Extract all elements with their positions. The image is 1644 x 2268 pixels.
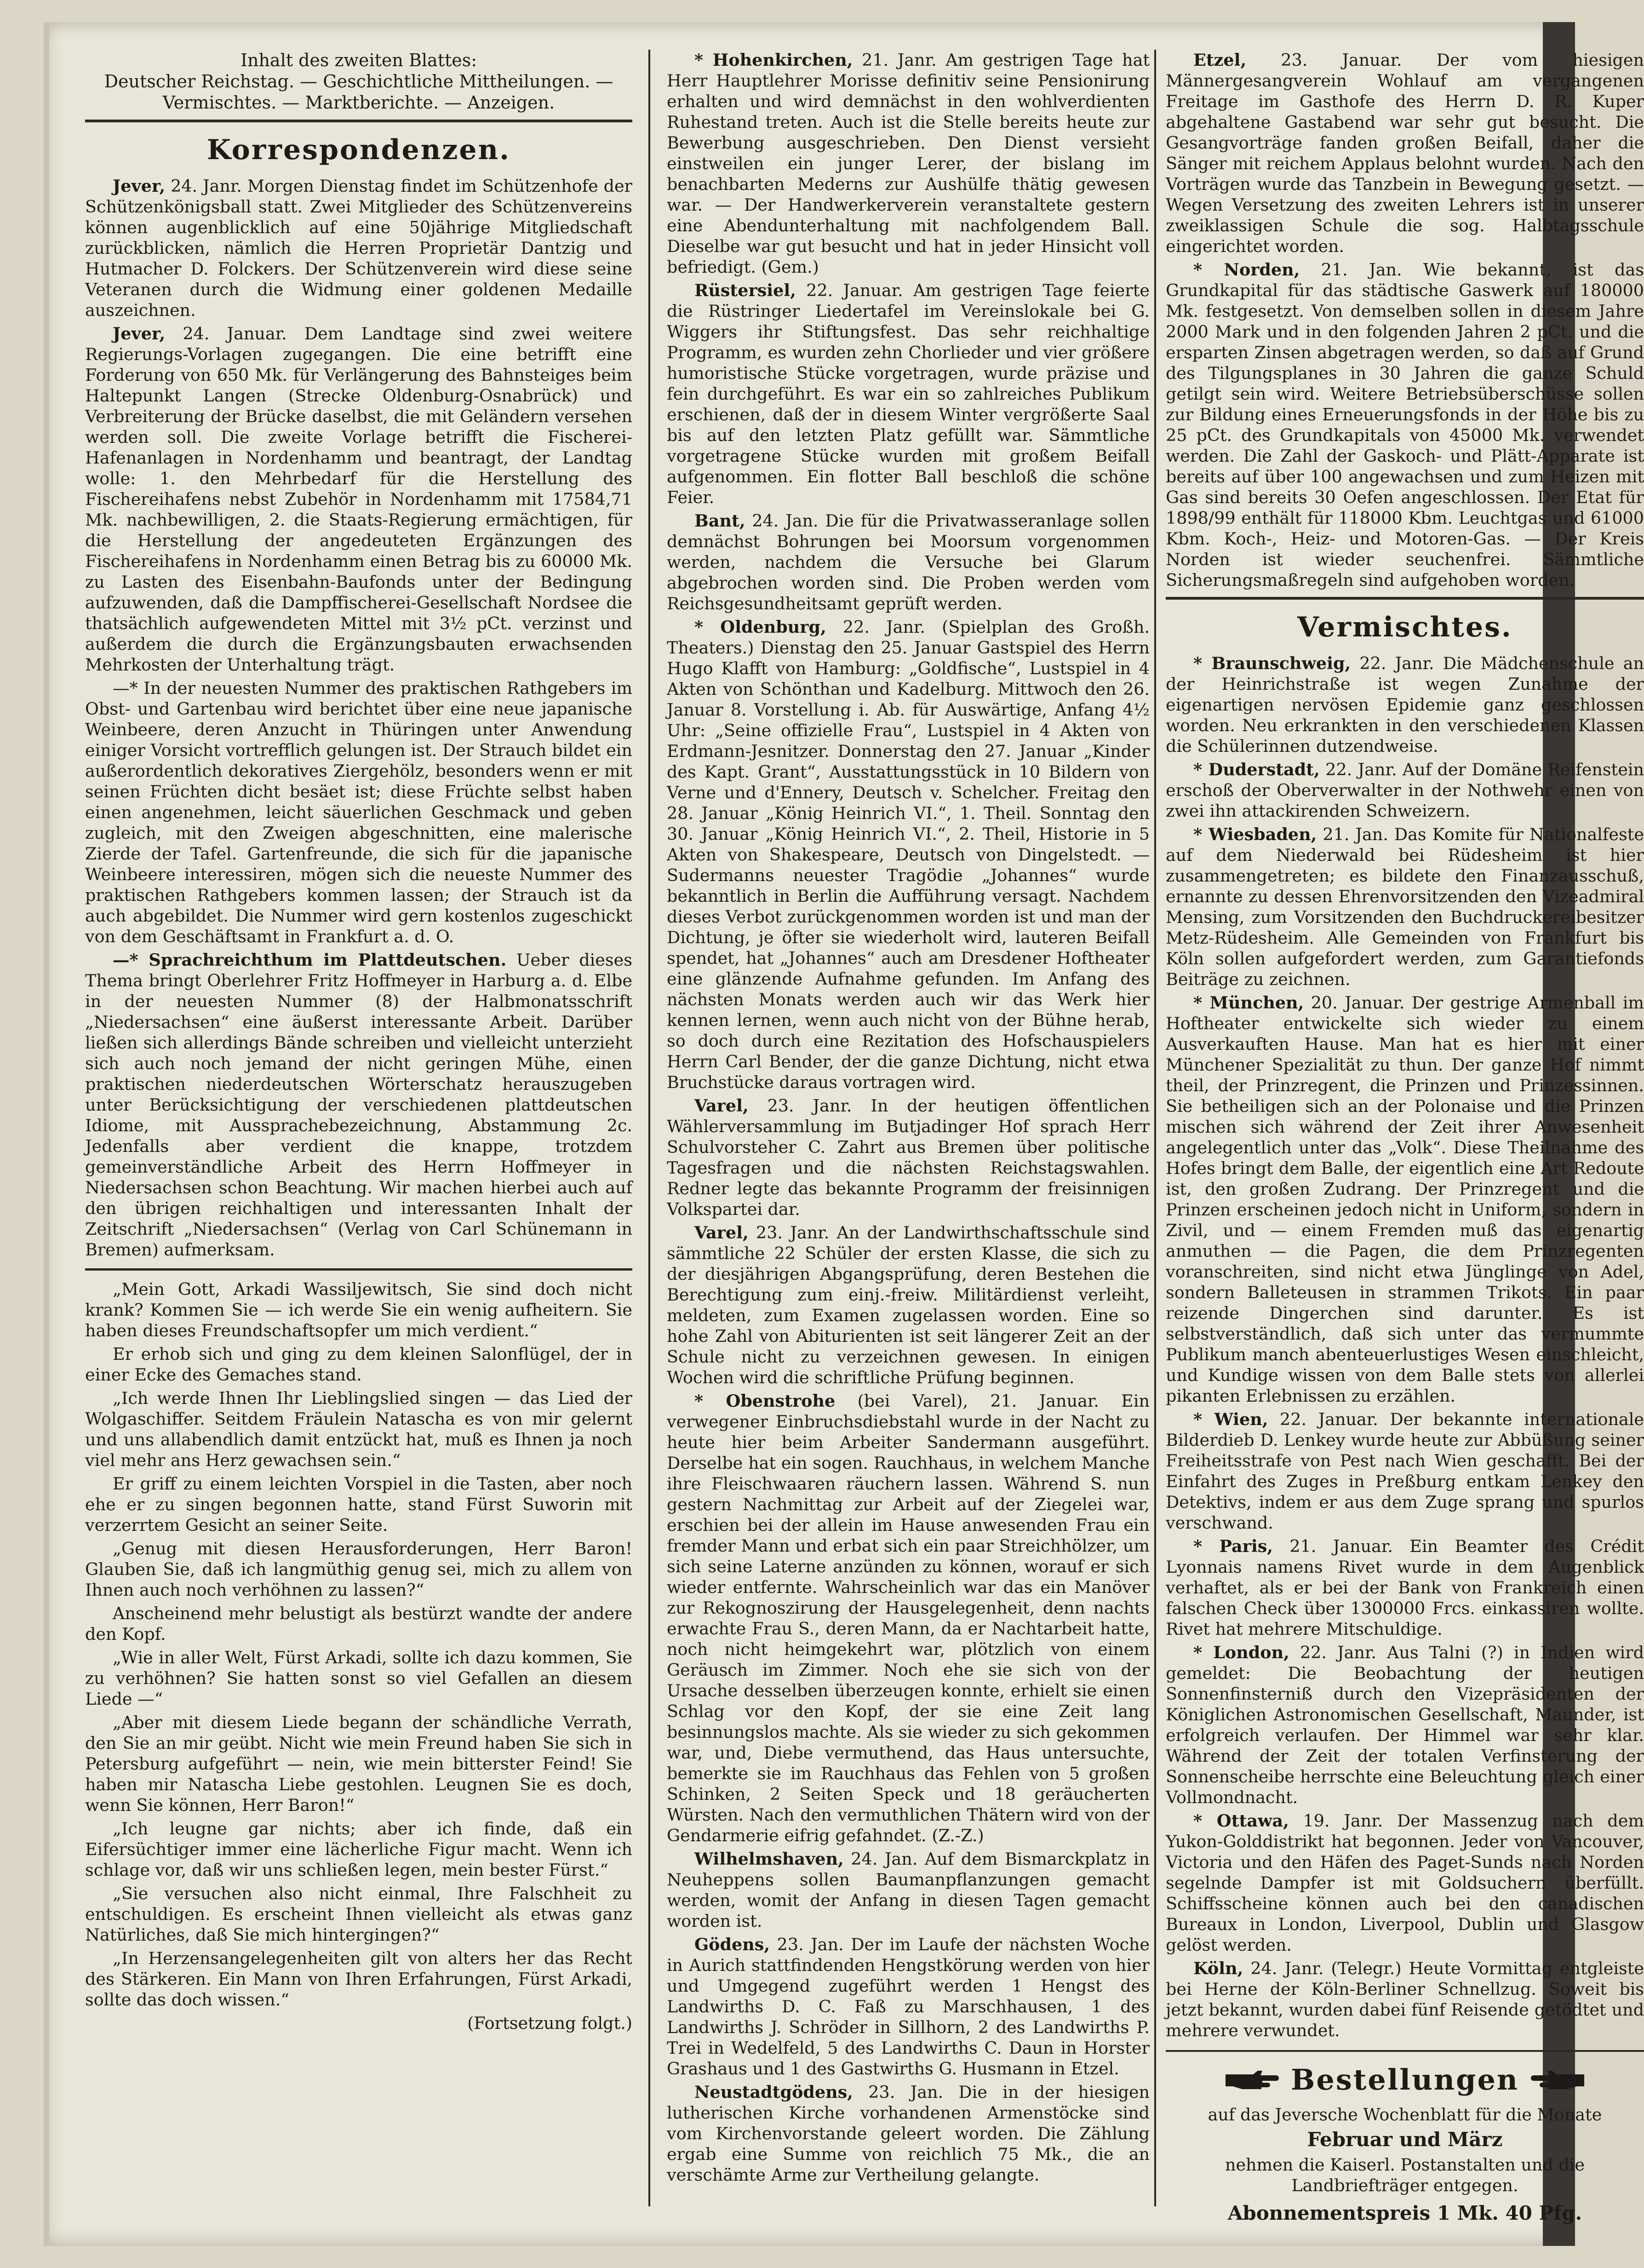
news-text: —* In der neuesten Nummer des praktischen Rathgebers im Obst- und Gartenbau wird berichtet über eine neue japanische Weinbeere, deren Anzucht in Thüringen unter Anwendung einiger Vorsicht vortrefflich gelungen ist. Der Strauch bildet ein außerordentlich dekoratives Ziergehölz, besonders wenn er mit seinen Früchten dicht besäet ist; diese Früchte selbst haben einen angenehmen, leicht säuerlichen Geschmack und geben zugleich, mit den Zweigen abgeschnitten, eine malerische Zierde der Tafel. Gartenfreunde, die sich für die japanische Weinbeere interessiren, mögen sich die neueste Nummer des praktischen Rathgebers kommen lassen; der Strauch ist da auch abgebildet. Die Nummer wird gern kostenlos zugeschickt von dem Geschäftsamt in Frankfurt a. d. O.: [85, 678, 632, 946]
news-text: 24. Janr. (Telegr.) Heute Vormittag entgleiste bei Herne der Köln-Berliner Schnellzug. Soweit bis jetzt bekannt, wurden dabei fünf Reisende getödtet und mehrere verwundet.: [1166, 1959, 1644, 2040]
news-text: 21. Jan. Wie bekannt, ist das Grundkapital für das städtische Gaswerk auf 180000 Mk. festgesetzt. Von demselben sollen in diesem Jahre 2000 Mark und in den folgenden Jahren 2 pCt. und die ersparten Zinsen abgetragen werden, so daß auf Grund des Tilgungsplanes in 30 Jahren die ganze Schuld getilgt sein wird. Weitere Betriebsüberschüsse sollen zur Bildung eines Erneuerungsfonds in der Höhe bis zu 25 pCt. des Grundkapitals von 45000 Mk. verwendet werden. Die Zahl der Gaskoch- und Plätt-Apparate ist bereits auf über 100 angewachsen und zum Heizen mit Gas sind bereits 30 Oefen angeschlossen. Der Etat für 1898/99 enthält für 118000 Kbm. Leuchtgas und 61000 Kbm. Koch-, Heiz- und Motoren-Gas. — Der Kreis Norden ist wieder seuchenfrei. Sämmtliche Sicherungsmaßregeln sind aufgehoben worden.: [1166, 260, 1644, 590]
subscription-heading: [1166, 2064, 1644, 2096]
news-text: (bei Varel), 21. Januar. Ein verwegener Einbruchsdiebstahl wurde in der Nacht zu heute hier beim Arbeiter Sandermann ausgeführt. Derselbe hat ein sogen. Rauchhaus, in welchem Manche ihre Fleischwaaren räuchern lassen. Während S. nun gestern Nachmittag zur Arbeit auf der Ziegelei war, erschien bei der allein im Hause anwesenden Frau ein fremder Mann und erbat sich ein paar Streichhölzer, um sich seine Laterne anzünden zu können, worauf er sich wieder entfernte. Wahrscheinlich war das ein Manöver zur Rekognoszirung der Hausgelegenheit, denn nachts erwachte Frau S., deren Mann, da er Nachtarbeit hatte, noch nicht heimgekehrt war, plötzlich von einem Geräusch im Zimmer. Noch ehe sie sich von der Ursache desselben überzeugen konnte, erhielt sie einen Schlag vor den Kopf, der sie eine Zeit lang besinnungslos machte. Als sie wieder zu sich gekommen war, und, Diebe vermuthend, das Haus untersuchte, bemerkte sie im Rauchhaus das Fehlen von 5 großen Schinken, 2 Seiten Speck und 18 geräucherten Würsten. Nach den vermuthlichen Thätern wird von der Gendarmerie eifrig gefahndet. (Z.-Z.): [667, 1391, 1150, 1845]
news-text: 22. Janr. (Spielplan des Großh. Theaters.) Dienstag den 25. Januar Gastspiel des Herrn Hugo Klafft von Hamburg: „Goldfische“, Lustspiel in 4 Akten von Schönthan und Kadelburg. Mittwoch den 26. Januar 8. Vorstellung i. Ab. für Auswärtige, Anfang 4½ Uhr: „Seine offizielle Frau“, Lustspiel in 4 Akten von Erdmann-Jesnitzer. Donnerstag den 27. Januar „Kinder des Kapt. Grant“, Ausstattungsstück in 10 Bildern von Verne und d'Ennery, Deutsch v. Schelcher. Freitag den 28. Januar „König Heinrich VI.“, 1. Theil. Sonntag den 30. Januar „König Heinrich VI.“, 2. Theil, Historie in 5 Akten von Shakespeare, Deutsch von Dingelstedt. — Sudermanns neuester Tragödie „Johannes“ wurde bekanntlich in Berlin die Aufführung versagt. Nachdem dieses Verbot zurückgenommen worden ist und man der Dichtung, je öfter sie wiederholt wird, lauteren Beifall spendet, hat „Johannes“ auch am Dresdener Hoftheater eine glänzende Aufnahme gefunden. Im Anfang des nächsten Monats werden auch wir das Werk hier kennen lernen, wenn auch nicht von der Bühne herab, so doch durch eine Rezitation des Hofschauspielers Herrn Carl Bender, der die ganze Dichtung, nicht etwa Bruchstücke daraus vortragen wird.: [667, 617, 1150, 1092]
dateline-place: Köln,: [1193, 1959, 1243, 1978]
news-text: 22. Janr. Die Mädchenschule an der Heinrichstraße ist wegen Zunahme der eigenartigen nervösen Epidemie ganz geschlossen worden. Neu erkrankten in den verschiedenen Klassen die Schülerinnen dutzendweise.: [1166, 653, 1644, 756]
continued-note: (Fortsetzung folgt.): [467, 2013, 632, 2033]
dateline-place: * Hohenkirchen,: [694, 50, 853, 70]
dateline-place: Gödens,: [694, 1935, 770, 1954]
dateline-place: * Wien,: [1193, 1409, 1268, 1429]
news-item: [667, 50, 1150, 277]
feuilleton-rule: [85, 1268, 632, 1271]
news-text: 24. Janr. Morgen Dienstag findet im Schützenhofe der Schützenkönigsball statt. Zwei Mitglieder des Schützenvereins können augenblicklich auf eine 50jährige Mitgliedschaft zurückblicken, nämlich die Herren Proprietär Dantzig und Hutmacher D. Folckers. Der Schützenverein wird diese seine Veteranen durch die Widmung einer goldenen Medaille auszeichnen.: [85, 176, 632, 320]
news-item: [1166, 1536, 1644, 1639]
news-text: 21. Januar. Ein Beamter des Crédit Lyonnais namens Rivet wurde in dem Augenblick verhaftet, als er bei der Bank von Frankreich einen falschen Check über 1300000 Frcs. einkassiren wollte. Rivet hat mehrere Mitschuldige.: [1166, 1536, 1644, 1639]
news-item: [1166, 824, 1644, 990]
news-item: [1166, 653, 1644, 756]
story-paragraph: „Aber mit diesem Liede begann der schändliche Verrath, den Sie an mir geübt. Nicht wie mein Freund haben Sie sich in Petersburg aufgeführt — nein, wie mein bitterster Feind! Sie haben mir Natascha Liebe gestohlen. Leugnen Sie es doch, wenn Sie können, Herr Baron!“: [85, 1712, 632, 1815]
news-item: [667, 2082, 1150, 2185]
news-item: [1166, 992, 1644, 1406]
news-text: 21. Jan. Das Komite für Nationalfeste auf dem Niederwald bei Rüdesheim ist hier zusammengetreten; es bildete den Finanzausschuß, ernannte zu dessen Ehrenvorsitzenden den Vizeadmiral Mensing, zum Vorsitzenden den Buchdruckereibesitzer Metz-Rüdesheim. Alle Gemeinden von Frankfurt bis Köln sollen aufgefordert werden, zum Garantiefonds Beiträge zu zeichnen.: [1166, 825, 1644, 989]
story-paragraph: „Sie versuchen also nicht einmal, Ihre Falschheit zu entschuldigen. Es erscheint Ihnen vielleicht als etwas ganz Natürliches, daß Sie mich hintergingen?“: [85, 1884, 632, 1945]
story-paragraph: „Mein Gott, Arkadi Wassiljewitsch, Sie sind doch nicht krank? Kommen Sie — ich werde Sie ein wenig aufheitern. Sie haben dieses Freundschaftsopfer um mich verdient.“: [85, 1279, 632, 1340]
news-text: 22. Januar. Am gestrigen Tage feierte die Rüstringer Liedertafel im Vereinslokale bei G. Wiggers ihr Stiftungsfest. Das sehr reichhaltige Programm, es wurden zehn Chorlieder und vier größere humoristische Stücke vorgetragen, wurde präzise und fein durchgeführt. Es war ein so zahlreiches Publikum erschienen, daß der in diesem Winter vergrößerte Saal bis auf den letzten Platz gefüllt war. Sämmtliche vorgetragene Stücke wurden mit großem Beifall aufgenommen. Ein flotter Ball beschloß die schöne Feier.: [667, 281, 1150, 507]
dateline-place: Neustadtgödens,: [694, 2082, 853, 2102]
news-text: 23. Jan. Der im Laufe der nächsten Woche in Aurich stattfindenden Hengstkörung werden von hier und Umgegend zugeführt werden 1 Hengst des Landwirths D. C. Faß zu Marschhausen, 1 des Landwirths J. Schröder in Sillhorn, 2 des Landwirths P. Trei in Wedelfeld, 5 des Landwirths C. Daun in Horster Grashaus und 1 des Gastwirths G. Husmann in Etzel.: [667, 1935, 1150, 2079]
page-edge-left: [44, 22, 49, 2246]
subscription-text: auf das Jeversche Wochenblatt für die Monate: [1208, 2105, 1602, 2125]
pointing-hand-right-icon: [1224, 2068, 1279, 2092]
dateline-place: Varel,: [694, 1096, 749, 1116]
news-text: Ueber dieses Thema bringt Oberlehrer Fritz Hoffmeyer in Harburg a. d. Elbe in der neuesten Nummer (8) der Halbmonatsschrift „Niedersachsen“ eine äußerst interessante Arbeit. Darüber ließen sich allerdings Bände schreiben und vielleicht unterzieht sich auch noch jemand der nicht geringen Mühe, einen praktischen niederdeutschen Wörterschatz herauszugeben unter Berücksichtigung der verschiedenen plattdeutschen Idiome, mit Aussprachebezeichnung, Abstammung 2c. Jedenfalls aber verdient die knappe, trotzdem gemeinverständliche Arbeit des Herrn Hoffmeyer in Niedersachsen schon Beachtung. Wir machen hierbei auch auf den übrigen reichhaltigen und interessanten Inhalt der Zeitschrift „Niedersachsen“ (Verlag von Carl Schünemann in Bremen) aufmerksam.: [85, 950, 632, 1260]
contents-line: Vermischtes. — Marktberichte. — Anzeigen.: [162, 92, 555, 113]
dateline-place: * London,: [1193, 1643, 1289, 1662]
news-text: 23. Januar. Der vom hiesigen Männergesangverein Wohlauf am vergangenen Freitage im Gasthofe des Herrn D. R. Kuper abgehaltene Gastabend war sehr gut besucht. Die Gesangvorträge fanden großen Beifall, daher die Sänger mit reichem Applaus belohnt wurden. Nach den Vorträgen wurde das Tanzbein in Bewegung gesetzt. — Wegen Versetzung des zweiten Lehrers ist in unserer zweiklassigen Schule die sog. Halbtagsschule eingerichtet worden.: [1166, 50, 1644, 256]
vermischtes-list: [1166, 653, 1644, 2041]
dateline-place: Wilhelmshaven,: [694, 1849, 844, 1869]
story-paragraph: „Ich leugne gar nichts; aber ich finde, daß ein Eifersüchtiger immer eine lächerliche Figur macht. Wenn ich schlage vor, daß wir uns schließen legen, mein bester Fürst.“: [85, 1819, 632, 1880]
news-item: [667, 1095, 1150, 1220]
news-item: [1166, 759, 1644, 821]
dateline-place: * Braunschweig,: [1193, 653, 1351, 673]
news-text: 24. Januar. Dem Landtage sind zwei weitere Regierungs-Vorlagen zugegangen. Die eine betrifft eine Forderung von 650 Mk. für Verlängerung des Bahnsteiges beim Haltepunkt Langen (Strecke Oldenburg-Osnabrück) und Verbreiterung der Brücke daselbst, die mit Geländern versehen werden soll. Die zweite Vorlage betrifft die Fischerei-Hafenanlagen in Nordenhamm und beantragt, der Landtag wolle: 1. den Mehrbedarf für die Herstellung des Fischereihafens nebst Zubehör in Nordenhamm mit 17584,71 Mk. nachbewilligen, 2. die Staats-Regierung ermächtigen, für die Herstellung der angedeuteten Ergänzungen des Fischereihafens in Nordenhamm einen Betrag bis zu 60000 Mk. zu Lasten des Eisenbahn-Baufonds unter der Bedingung aufzuwenden, daß die Dampffischerei-Gesellschaft Nordsee die thatsächlich aufgewendeten Mittel mit 3½ pCt. verzinst und außerdem die durch die Ergänzungsbauten erwachsenden Mehrkosten der Unterhaltung trägt.: [85, 324, 632, 675]
news-item: [667, 510, 1150, 614]
news-text: 22. Januar. Der bekannte internationale Bilderdieb D. Lenkey wurde heute zur Abbüßung seiner Freiheitsstrafe von Pest nach Wien geschafft. Bei der Einfahrt des Zuges in Preßburg entkam Lenkey den Detektivs, indem er aus dem Zuge sprang und spurlos verschwand.: [1166, 1409, 1644, 1533]
column-right: [1166, 50, 1644, 2224]
column-left: [85, 50, 632, 2211]
dateline-place: * München,: [1193, 993, 1304, 1013]
column-middle: [667, 50, 1150, 2211]
news-item: [1166, 50, 1644, 257]
news-item: [85, 678, 632, 947]
news-item: [667, 1849, 1150, 1931]
news-text: 24. Jan. Auf dem Bismarckplatz in Neuheppens sollen Baumanpflanzungen gemacht werden, womit der Anfang in diesen Tagen gemacht worden ist.: [667, 1849, 1150, 1931]
news-text: 23. Janr. An der Landwirthschaftsschule sind sämmtliche 22 Schüler der ersten Klasse, die sich zu der diesjährigen Abgangsprüfung, deren Bestehen die Berechtigung zum einj.-freiw. Militärdienst verleiht, meldeten, zum Examen zugelassen worden. Eine so hohe Zahl von Abiturienten ist seit längerer Zeit an der Schule nicht zu verzeichnen gewesen. In einigen Wochen wird die schriftliche Prüfung beginnen.: [667, 1223, 1150, 1387]
news-text: 24. Jan. Die für die Privatwasseranlage sollen demnächst Bohrungen bei Moorsum vorgenommen werden, nachdem die Versuche bei Glarum abgebrochen worden sind. Die Proben werden vom Reichsgesundheitsamt geprüft werden.: [667, 511, 1150, 613]
subscription-title: Bestellungen: [1291, 2063, 1519, 2096]
news-text: 19. Janr. Der Massenzug nach dem Yukon-Golddistrikt hat begonnen. Jeder von Vancouver, Victoria und den Häfen des Paget-Sunds nach Norden segelnde Dampfer ist mit Goldsuchern überfüllt. Schiffsscheine können auch bei den canadischen Bureaux in London, Liverpool, Dublin und Glasgow gelöst werden.: [1166, 1811, 1644, 1955]
news-text: 22. Janr. Aus Talni (?) in Indien wird gemeldet: Die Beobachtung der heutigen Sonnenfinsterniß durch den Vizepräsidenten der Königlichen Astronomischen Gesellschaft, Maunder, ist erfolgreich verlaufen. Der Himmel war sehr klar. Während der Zeit der totalen Verfinsterung der Sonnenscheibe herrschte eine Beleuchtung gleich einer Vollmondnacht.: [1166, 1643, 1644, 1807]
news-item: [1166, 1958, 1644, 2041]
story-paragraph: Er griff zu einem leichten Vorspiel in die Tasten, aber noch ehe er zu singen begonnen hatte, stand Fürst Suworin mit verzerrtem Gesicht an seiner Seite.: [85, 1474, 632, 1535]
section-title: Vermischtes.: [1297, 611, 1512, 643]
column-divider: [1154, 50, 1156, 2206]
story-paragraph: „Ich werde Ihnen Ihr Lieblingslied singen — das Lied der Wolgaschiffer. Seitdem Fräulein Natascha es von mir gelernt und uns allabendlich damit entzückt hat, muß es Ihnen ja noch viel mehr ans Herz gewachsen sein.“: [85, 1388, 632, 1470]
dateline-place: Etzel,: [1193, 50, 1247, 70]
local-news-list: [667, 50, 1150, 2185]
news-text: 20. Januar. Der gestrige Armenball im Hoftheater entwickelte sich wieder zu einem Ausverkauften Hause. Man hat es hier mit einer Münchener Spezialität zu thun. Der ganze Hof nimmt theil, der Prinzregent, die Prinzen und Prinzessinnen. Sie betheiligen sich an der Polonaise und die Prinzen mischen sich während der Zeit ihrer Anwesenheit angelegentlich unter das „Volk“. Diese Theilnahme des Hofes bringt dem Balle, der eigentlich eine Art Redoute ist, den großen Zudrang. Der Prinzregent und die Prinzen erscheinen jedoch nicht in Uniform, sondern in Zivil, und — einem Fremden muß das eigenartig anmuthen — die Pagen, die dem Prinzregenten voranschreiten, sind nicht etwa Jünglinge von Adel, sondern Balleteusen in strammen Trikots. Ein paar reizende Dingerchen sind darunter. Es ist selbstverständlich, daß sich unter das vermummte Publikum manch abenteuerlustiges Wesen einschleicht, und Kundige wissen von dem Balle stets von allerlei pikanten Erlebnissen zu erzählen.: [1166, 993, 1644, 1406]
dateline-place: * Norden,: [1193, 260, 1300, 280]
dateline-place: Rüstersiel,: [694, 281, 796, 300]
section-title: Korrespondenzen.: [206, 134, 511, 166]
contents-line: Deutscher Reichstag. — Geschichtliche Mittheilungen. —: [104, 71, 613, 92]
korrespondenzen-list: [85, 176, 632, 1260]
local-news-list: [1166, 50, 1644, 590]
dateline-place: * Paris,: [1193, 1536, 1273, 1556]
news-text: 22. Janr. Auf der Domäne Reifenstein erschoß der Oberverwalter in der Nothwehr einen von zwei ihn attackirenden Schweizern.: [1166, 760, 1644, 821]
dateline-place: * Obenstrohe: [694, 1391, 836, 1411]
subscription-months: Februar und März: [1307, 2128, 1503, 2151]
dateline-place: Jever,: [113, 176, 166, 196]
news-item: [1166, 1810, 1644, 1955]
news-item: [1166, 1409, 1644, 1533]
dateline-place: Varel,: [694, 1223, 749, 1243]
news-text: 23. Jan. Die in der hiesigen lutherischen Kirche vorhandenen Armenstöcke sind vom Kirchenvorstande geleert worden. Die Zählung ergab eine Summe von reichlich 75 Mk., die an verschämte Arme zur Vertheilung gelangte.: [667, 2082, 1150, 2185]
subscription-price: Abonnementspreis 1 Mk. 40 Pfg.: [1227, 2202, 1582, 2224]
dateline-place: * Wiesbaden,: [1193, 825, 1317, 844]
dateline-place: * Ottawa,: [1193, 1811, 1289, 1831]
news-text: 21. Janr. Am gestrigen Tage hat Herr Hauptlehrer Morisse definitiv seine Pensionirung erhalten und wird demnächst in den wohlverdienten Ruhestand treten. Auch ist die Stelle bereits heute zur Bewerbung ausgeschrieben. Den Dienst versieht einstweilen ein junger Lerer, der bislang im benachbarten Mederns zur Aushülfe thätig gewesen war. — Der Handwerkerverein veranstaltete gestern eine Abendunterhaltung mit nachfolgendem Ball. Dieselbe war gut besucht und hat in jeder Hinsicht voll befriedigt. (Gem.): [667, 50, 1150, 277]
column-divider: [648, 50, 650, 2206]
news-item: [85, 176, 632, 321]
news-item: [1166, 1642, 1644, 1808]
news-item: [667, 1391, 1150, 1846]
section-rule: [1166, 597, 1644, 600]
section-rule: [85, 120, 632, 122]
story-paragraph: „Genug mit diesen Herausforderungen, Herr Baron! Glauben Sie, daß ich langmüthig genug sei, mich zu allem von Ihnen auch noch verhöhnen zu lassen?“: [85, 1539, 632, 1600]
subscription-notice: [1166, 2050, 1644, 2226]
story-paragraph: Er erhob sich und ging zu dem kleinen Salonflügel, der in einer Ecke des Gemaches stand.: [85, 1344, 632, 1385]
story-paragraph: „In Herzensangelegenheiten gilt von alters her das Recht des Stärkeren. Ein Mann von Ihren Erfahrungen, Fürst Arkadi, sollte das doch wissen.“: [85, 1948, 632, 2010]
pointing-hand-left-icon: [1531, 2068, 1586, 2092]
dateline-place: Bant,: [694, 511, 745, 531]
dateline-place: Jever,: [113, 324, 166, 344]
news-text: 23. Janr. In der heutigen öffentlichen Wählerversammlung im Butjadinger Hof sprach Herr Schulvorsteher C. Zahrt aus Bremen über politische Tagesfragen und die nächsten Reichstagswahlen. Redner legte das bekannte Programm der freisinnigen Volkspartei dar.: [667, 1096, 1150, 1219]
news-item: [667, 617, 1150, 1093]
feuilleton-story: [85, 1279, 632, 2010]
news-item: [667, 1222, 1150, 1388]
news-item: [1166, 259, 1644, 590]
story-paragraph: Anscheinend mehr belustigt als bestürzt wandte der andere den Kopf.: [85, 1604, 632, 1644]
newspaper-page: [44, 22, 1644, 2246]
dateline-place: * Oldenburg,: [694, 617, 826, 637]
story-paragraph: „Wie in aller Welt, Fürst Arkadi, sollte ich dazu kommen, Sie zu verhöhnen? Sie hatten sonst so viel Gefallen an diesem Liede —“: [85, 1648, 632, 1709]
news-item: [667, 1934, 1150, 2079]
dateline-place: * Duderstadt,: [1193, 760, 1320, 779]
subscription-text: nehmen die Kaiserl. Postanstalten und die Landbriefträger entgegen.: [1225, 2155, 1585, 2195]
dateline-place: —* Sprachreichthum im Plattdeutschen.: [113, 950, 507, 970]
news-item: [667, 280, 1150, 508]
news-item: [85, 950, 632, 1260]
contents-line: Inhalt des zweiten Blattes:: [240, 50, 477, 70]
news-item: [85, 323, 632, 675]
